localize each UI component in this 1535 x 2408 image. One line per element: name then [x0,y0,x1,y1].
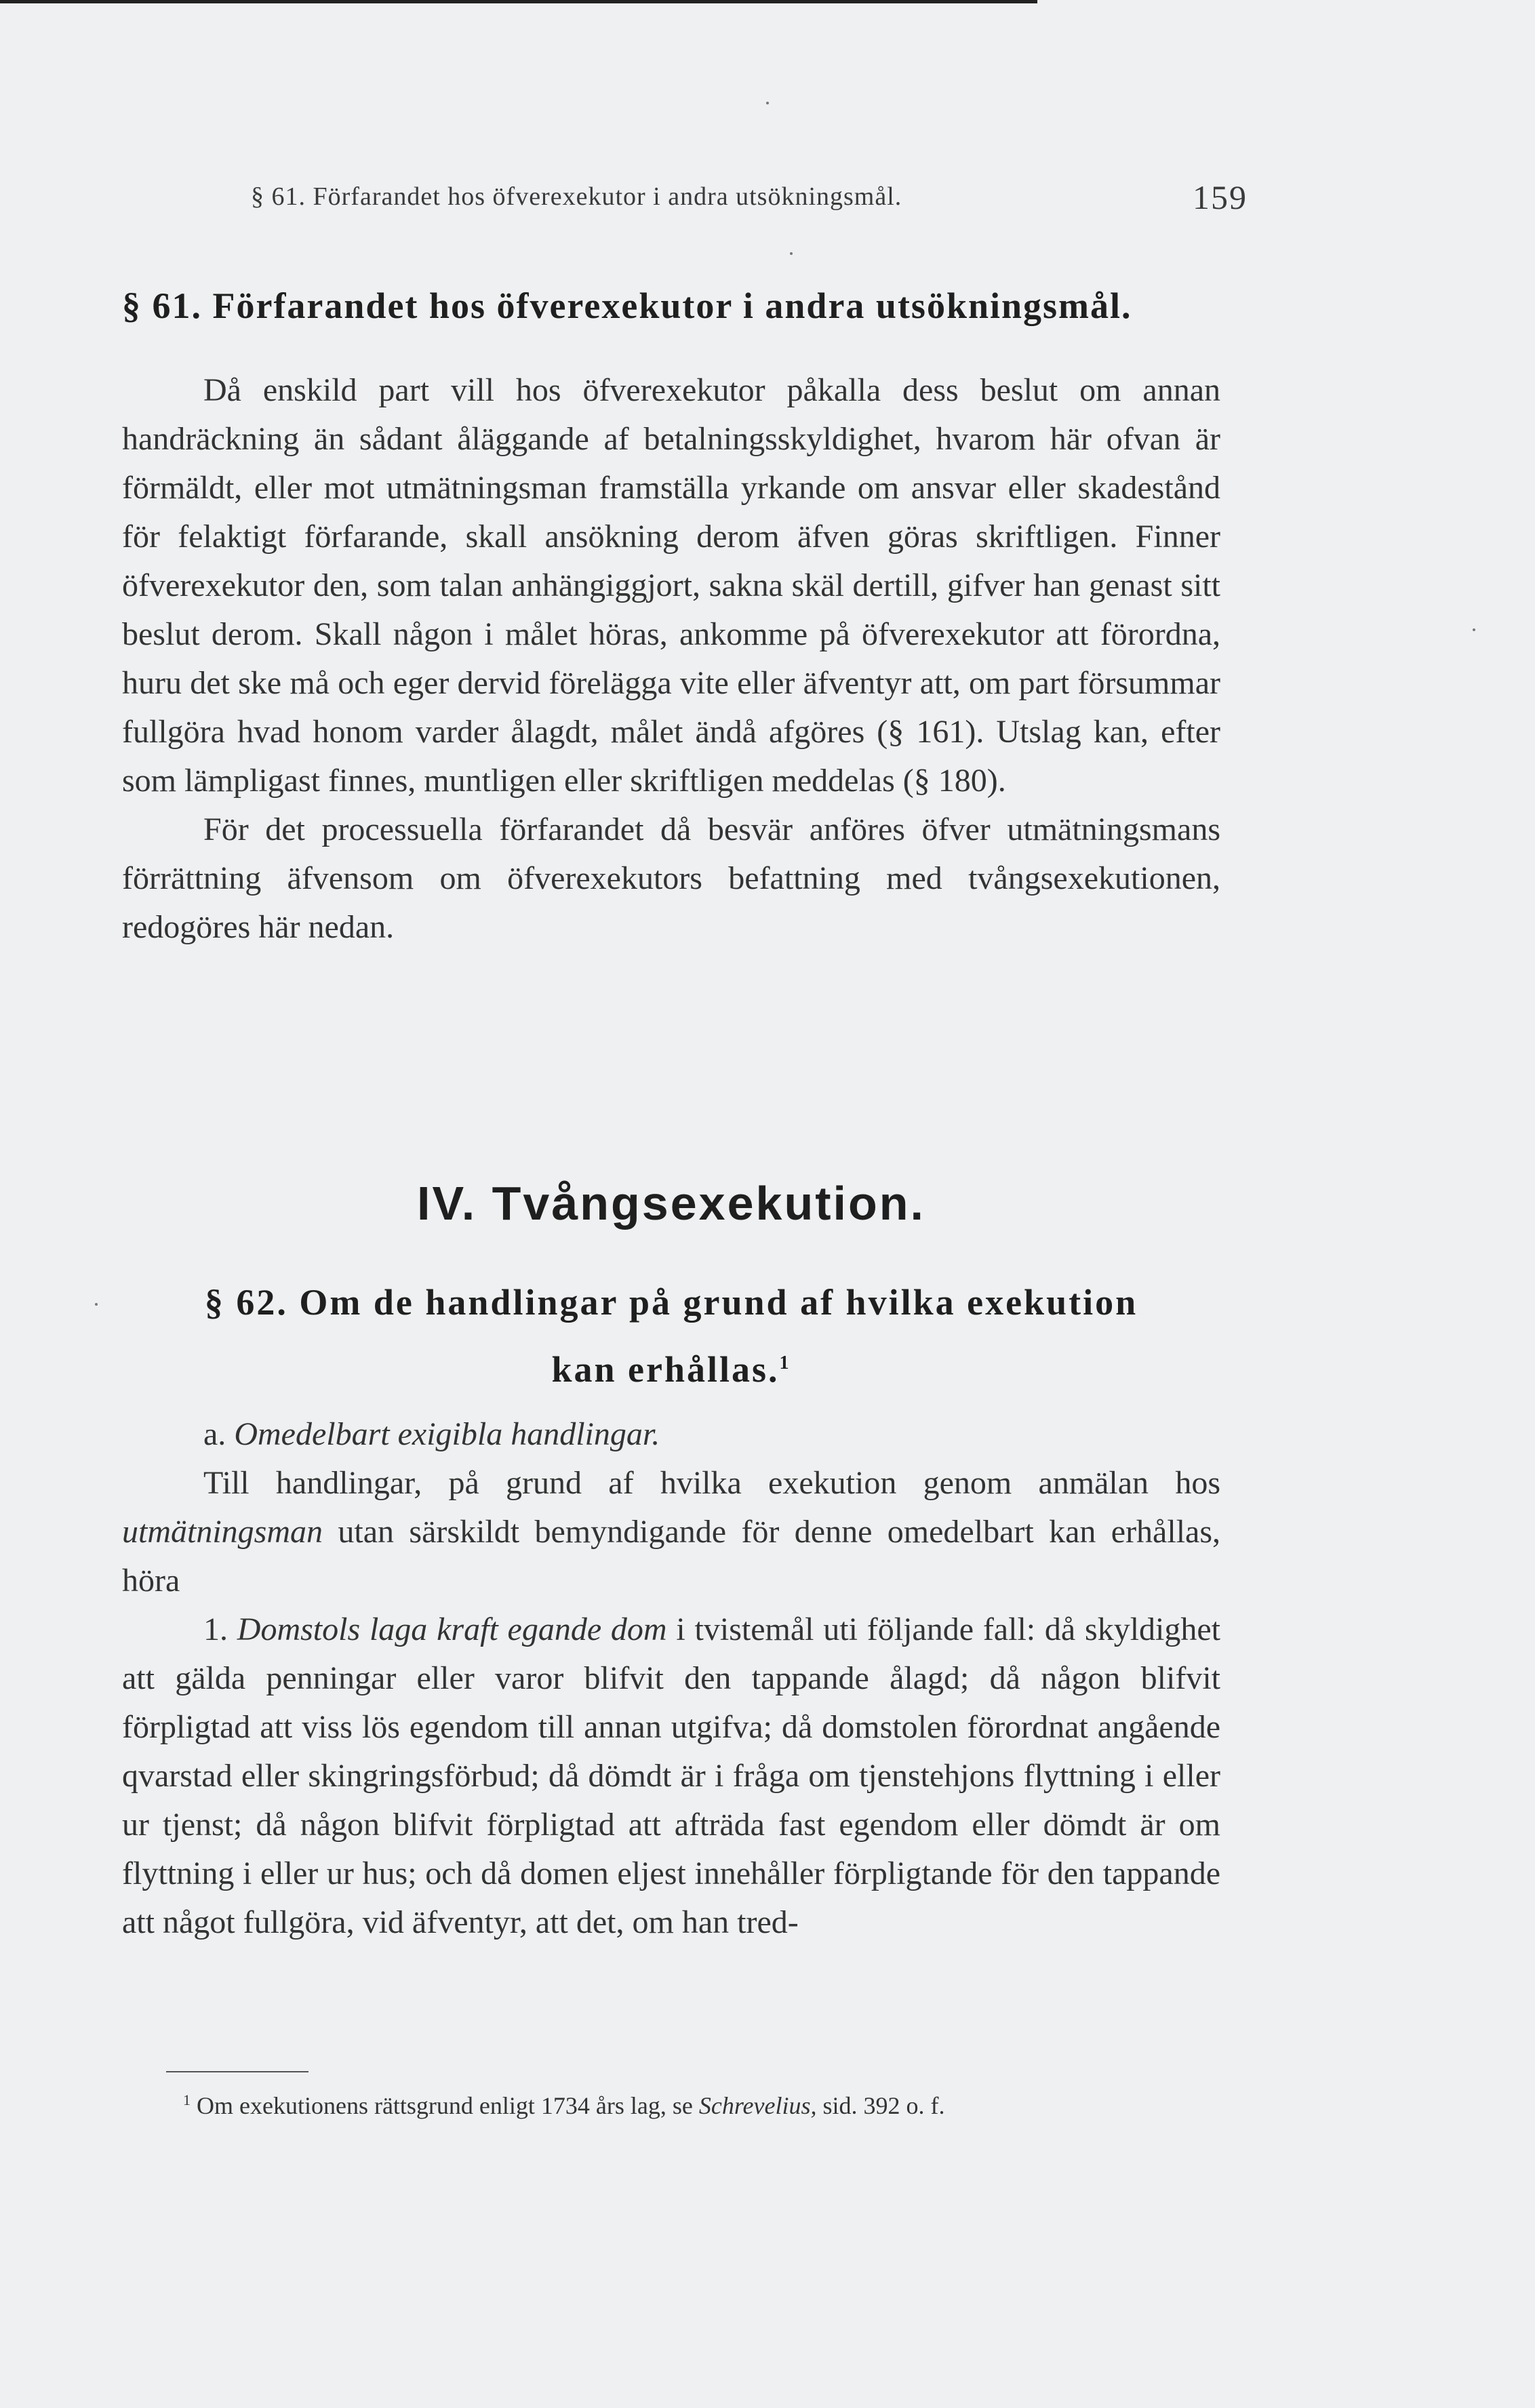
footnote-text-start: Om exekutionens rättsgrund enligt 1734 års lag, se [197,2092,693,2119]
paper-speck [766,102,769,104]
section-62-body [122,1410,1220,1947]
paragraph-1-emphasis: utmätningsman [122,1514,323,1550]
section-61-body [122,366,1220,952]
list-item-1 [122,1605,1220,1947]
section-61-paragraph-2: För det processuella förfarandet då besvär anföres öfver utmätningsmans förrättning äfvensom om öfverexekutors befattning med tvångsexekutionen, redogöres här nedan. [122,811,1220,945]
section-62-heading [122,1272,1220,1400]
list-item-1-text: i tvistemål uti följande fall: då skyldighet att gälda penningar eller varor blifvit den tappande ålagd; då någon blifvit förpligtad att viss lös egendom till annan utgifva; då domstolen förordnat angående qvarstad eller skingringsförbud; då dömdt är i fråga om tjenstehjons flyttning i eller ur tjenst; då någon blifvit förpligtad att afträda fast egendom eller dömdt är om flyttning i eller ur hus; och då domen eljest innehåller förpligtande för den tappande att något fullgöra, vid äfventyr, att det, om han tred- [122,1611,1221,1940]
page-number: 159 [1193,178,1248,216]
list-item-1-title: Domstols laga kraft egande dom [237,1611,667,1647]
part-iv-heading: IV. Tvångsexekution. [417,1177,925,1230]
footnote-marker: 1 [183,2091,191,2108]
scan-edge [0,0,1037,3]
paragraph-1-start: Till handlingar, på grund af hvilka exekution genom anmälan hos [203,1465,1220,1501]
section-62-heading-line-1: § 62. Om de handlingar på grund af hvilka exekution [204,1282,1138,1323]
footnote-reference: 1 [779,1352,791,1373]
section-62-paragraph-1 [122,1459,1220,1605]
section-61-paragraph-1: Då enskild part vill hos öfverexekutor påkalla dess beslut om annan handräckning än sådant åläggande af betalningsskyldighet, hvarom här ofvan är förmäldt, eller mot utmätningsman framställa yrkande om ansvar eller skadestånd för felaktigt förfarande, skall ansökning derom äfven göras skriftligen. Finner öfverexekutor den, som talan anhängiggjort, sakna skäl dertill, gifver han genast sitt beslut derom. Skall någon i målet höras, ankomme på öfverexekutor att förordna, huru det ske må och eger dervid förelägga vite eller äfventyr att, om part försummar fullgöra hvad honom varder ålagdt, målet ändå afgöres (§ 161). Utslag kan, efter som lämpligast finnes, muntligen eller skriftligen meddelas (§ 180). [122,372,1220,799]
paper-speck [1473,628,1475,631]
paper-speck [790,252,793,255]
footnote-divider [166,2071,308,2072]
section-62-heading-line-2-text: kan erhållas. [551,1349,780,1390]
running-head-title: § 61. Förfarandet hos öfverexekutor i andra utsökningsmål. [251,182,902,211]
subsection-a-label: a. [203,1416,226,1452]
footnote-text-end: sid. 392 o. f. [822,2092,945,2119]
running-head [251,178,1248,216]
paragraph-1-end: utan särskildt bemyndigande för denne omedelbart kan erhållas, höra [122,1514,1221,1599]
subsection-a [122,1410,1220,1459]
subsection-a-title: Omedelbart exigibla handlingar. [234,1416,660,1452]
section-62-heading-line-2 [122,1333,1220,1400]
list-item-1-number: 1. [203,1611,228,1647]
paper-speck [95,1303,98,1306]
footnote-author: Schrevelius, [698,2092,817,2119]
section-61-heading: § 61. Förfarandet hos öfverexekutor i andra utsökningsmål. [122,285,1132,326]
footnote [183,2091,1227,2120]
